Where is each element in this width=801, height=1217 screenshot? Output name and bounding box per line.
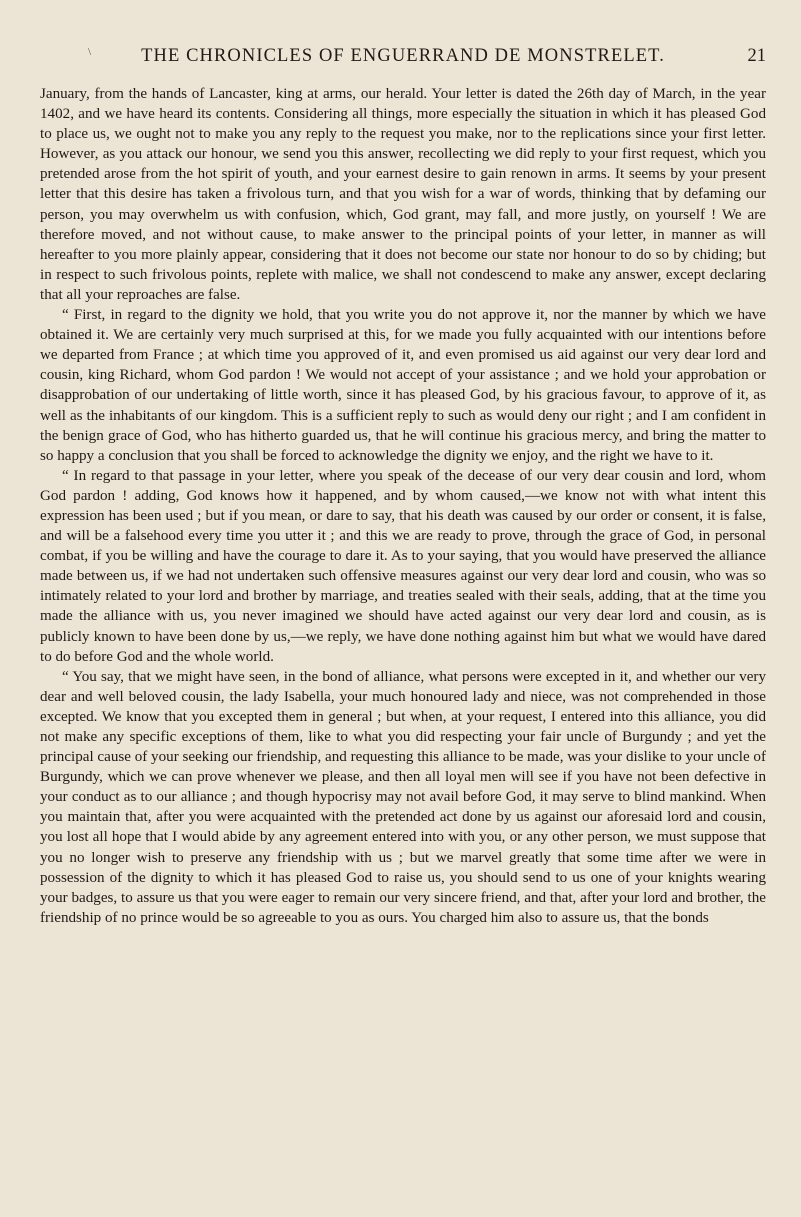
paragraph: “ You say, that we might have seen, in the bond of alliance, what persons were excepted in it, and whether our very dear and well beloved cousin, the lady Isabella, your much honoured lady and niece, was not comprehended in those excepted. We know that you excepted them in general ; but when, at your request, I entered into this alliance, you did not make any specific exceptions of them, like to what you did respecting your fair uncle of Burgundy ; and yet the principal cause of your seeking our friendship, and requesting this alliance to be made, was your dislike to your uncle of Burgundy, which we can prove whenever we please, and then all loyal men will see if you have not been defective in your conduct as to our alliance ; and though hypocrisy may not avail before God, it may serve to blind mankind. When you maintain that, after you were acquainted with the pretended act done by us against our aforesaid lord and cousin, you lost all hope that I would abide by any agreement entered into with you, or any other person, we must suppose that you no longer wish to preserve any friendship with us ; but we marvel greatly that some time after we were in possession of the dignity to which it has pleased God to raise us, you should send to us one of your knights wearing your badges, to assure us that you were eager to remain our very sincere friend, and that, after your lord and brother, the friendship of no prince would be so agreeable to you as ours. You charged him also to assure us, that the bonds <box>40 668 766 926</box>
page-number: 21 <box>747 46 766 66</box>
page-body <box>40 84 766 928</box>
paragraph: “ First, in regard to the dignity we hold, that you write you do not approve it, nor the manner by which we have obtained it. We are certainly very much surprised at this, for we made you fully acquainted with our intentions before we departed from France ; at which time you approved of it, and even promised us aid against our very dear lord and cousin, king Richard, whom God pardon ! We would not accept of your assistance ; and we hold your approbation or disapprobation of our undertaking of little worth, since it has pleased God, by his gracious favour, to approve of it, as well as the inhabitants of our kingdom. This is a sufficient reply to such as would deny our right ; and I am confident in the benign grace of God, who has hitherto guarded us, that he will continue his gracious mercy, and bring the matter to so happy a conclusion that you shall be forced to acknowledge the dignity we enjoy, and the right we have to it. <box>40 307 766 464</box>
paragraph: “ In regard to that passage in your letter, where you speak of the decease of our very dear cousin and lord, whom God pardon ! adding, God knows how it happened, and by whom caused,—we know not with what intent this expression has been used ; but if you mean, or dare to say, that his death was caused by our order or consent, it is false, and will be a falsehood every time you utter it ; and this we are ready to prove, through the grace of God, in personal combat, if you be willing and have the courage to dare it. As to your saying, that you would have preserved the alliance made between us, if we had not undertaken such offensive measures against our very dear lord and cousin, who was so intimately related to your lord and brother by marriage, and treaties sealed with their seals, adding, that at the time you made the alliance with us, you never imagined we should have acted against our very dear lord and cousin, as is publicly known to have been done by us,—we reply, we have done nothing against him but what we would have dared to do before God and the whole world. <box>40 467 766 665</box>
paragraph: January, from the hands of Lancaster, king at arms, our herald. Your letter is dated the 26th day of March, in the year 1402, and we have heard its contents. Considering all things, more especially the situation in which it has pleased God to place us, we ought not to make you any reply to the request you make, nor to the replications since your first letter. However, as you attack our honour, we send you this answer, recollecting we did reply to your first request, which you pretended arose from the hot spirit of youth, and your earnest desire to gain renown in arms. It seems by your present letter that this desire has taken a frivolous turn, and that you wish for a war of words, thinking that by defaming our person, you may overwhelm us with confusion, which, God grant, may fall, and more justly, on yourself ! We are therefore moved, and not without cause, to make answer to the principal points of your letter, in manner as will hereafter to you more plainly appear, considering that it does not become our state nor honour to do so by chiding; but in respect to such frivolous points, replete with malice, we shall not condescend to make any answer, except declaring that all your reproaches are false. <box>40 86 766 303</box>
running-header <box>40 46 766 70</box>
printer-mark: \ <box>88 46 92 58</box>
running-title: THE CHRONICLES OF ENGUERRAND DE MONSTRELET. <box>141 46 665 66</box>
